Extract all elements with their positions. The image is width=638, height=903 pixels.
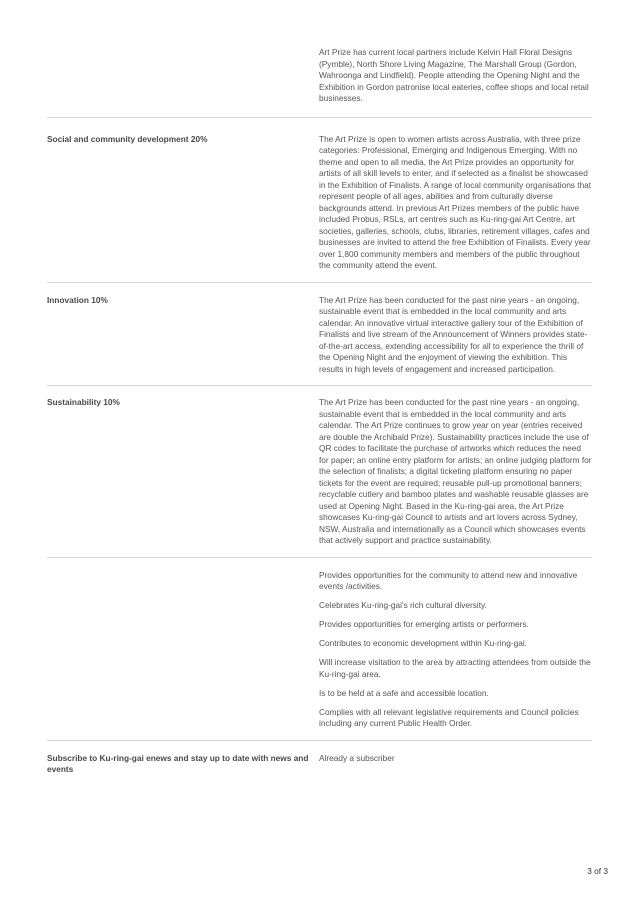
section-sustainability [47,386,592,558]
criteria-item: Provides opportunities for the community to attend new and innovative events /activities. [319,569,578,591]
criteria-item: Provides opportunities for emerging artists or performers. [319,619,529,629]
section-content [319,295,592,376]
section-label: Innovation 10% [47,294,108,305]
section-local-partners [47,0,592,118]
paragraph: The Art Prize has been conducted for the past nine years - an ongoing, sustainable event that is embedded in the local community and arts calendar. An innovative virtual interactive gallery tour of the Exhibition of Finalists and live stream of the Announcement of Winners provides state-of-the-art access, extending accessibility for all to experience the thrill of the Opening Night and the enjoyment of viewing the exhibition. This results in high levels of engagement and increased participation. [319,294,588,374]
section-subscribe [47,741,592,776]
section-content [319,397,592,547]
section-event-criteria [47,558,592,741]
document-page [47,0,592,776]
criteria-item: Celebrates Ku-ring-gai's rich cultural diversity. [319,600,487,610]
section-label: Social and community development 20% [47,133,208,144]
section-label: Subscribe to Ku-ring-gai enews and stay up to date with news and events [47,752,309,774]
section-content [319,753,592,776]
section-label [47,47,319,105]
section-content [319,134,592,272]
criteria-item: Will increase visitation to the area by attracting attendees from outside the Ku-ring-gai area. [319,657,591,679]
section-innovation [47,283,592,387]
page-number: 3 of 3 [587,866,608,876]
section-label [47,570,319,730]
criteria-item: Contributes to economic development within Ku-ring-gai. [319,638,527,648]
criteria-item: Complies with all relevant legislative requirements and Council policies including any current Public Health Order. [319,706,579,728]
paragraph: The Art Prize is open to women artists across Australia, with three prize categories: Professional, Emerging and Indigenous Emerging. With no theme and open to all media, the Art Prize provides an opportunity for artists of all skill levels to enter, and if selected as a finalist be showcased in the Exhibition of Finalists. A range of local community organisations that represent people of all ages, abilities and from culturally diverse backgrounds attend. In previous Art Prizes members of the public have included Probus, RSLs, art centres such as Ku-ring-gai Art Centre, art societies, galleries, schools, clubs, libraries, retirement villages, cafes and businesses are invited to attend the free Exhibition of Finalists. Every year over 1,800 community members and members of the public throughout the community attend the event. [319,133,592,270]
section-content [319,47,592,105]
section-social-community [47,118,592,283]
section-content [319,570,592,730]
subscriber-status: Already a subscriber [319,752,395,763]
section-label: Sustainability 10% [47,397,120,407]
paragraph: Art Prize has current local partners include Kelvin Hall Floral Designs (Pymble), North Shore Living Magazine, The Marshall Group (Gordon, Wahroonga and Lindfield). People attending the Opening Night and the Exhibition in Gordon patronise local eateries, coffee shops and local retail businesses. [319,47,589,103]
paragraph: The Art Prize has been conducted for the past nine years - an ongoing, sustainable event that is embedded in the local community and arts calendar. The Art Prize continues to grow year on year (entries received are double the Archibald Prize). Sustainability practices include the use of QR codes to facilitate the purchase of artworks which reduces the need for paper; an online entry platform for artists; an online judging platform for the selection of finalists; a digital ticketing platform ensuring no paper tickets for the event are required; reusable pull-up promotional banners; recyclable cutlery and bamboo plates and washable reusable glasses are used at Opening Night. Based in the Ku-ring-gai area, the Art Prize showcases Ku-ring-gai Council to artists and art lovers across Sydney, NSW, Australia and internationally as a Council which showcases events that actively support and practice sustainability. [319,397,592,545]
criteria-item: Is to be held at a safe and accessible location. [319,687,489,698]
